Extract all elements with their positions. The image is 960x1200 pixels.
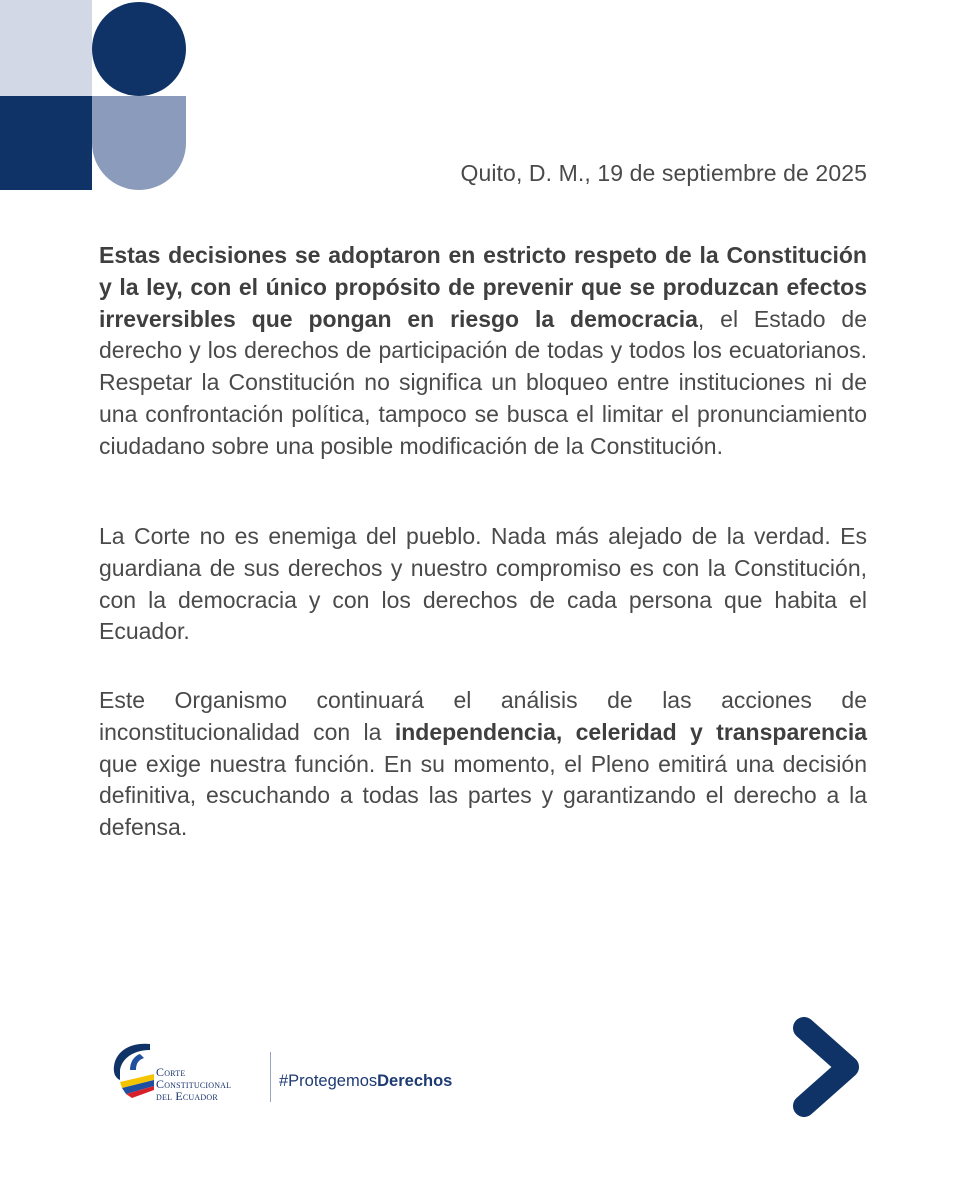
hashtag-plain: #Protegemos	[279, 1072, 378, 1090]
hashtag-bold: Derechos	[377, 1072, 453, 1090]
paragraph-decisions	[99, 240, 867, 463]
document-date: Quito, D. M., 19 de septiembre de 2025	[460, 160, 867, 186]
decorative-shapes	[0, 0, 190, 190]
paragraph-organism-before: Este Organismo continuará el análisis de las acciones de inconstitucionalidad con la	[99, 687, 867, 745]
logo-divider	[270, 1052, 271, 1102]
court-name-line3: del Ecuador	[156, 1089, 218, 1103]
paragraph-decisions-rest: , el Estado de derecho y los derechos de participación de todas y todos los ecuatorianos. Respetar la Constitución no significa un bloqueo entre instituciones ni de una confrontación política, tampoco se busca el limitar el pronunciamiento ciudadano sobre una posible modificación de la Constitución.	[99, 305, 867, 459]
court-logo	[110, 1040, 470, 1110]
dark-circle-shape	[92, 2, 186, 96]
court-name-line1: Corte	[156, 1065, 186, 1079]
chevron-right-icon[interactable]	[790, 1014, 864, 1120]
light-square-shape	[0, 0, 92, 96]
half-round-shape	[92, 96, 186, 190]
paragraph-organism-bold: independencia, celeridad y transparencia	[394, 718, 868, 745]
court-name	[156, 1066, 231, 1102]
paragraph-court: La Corte no es enemiga del pueblo. Nada más alejado de la verdad. Es guardiana de sus derechos y nuestro compromiso es con la Constitución, con la democracia y con los derechos de cada persona que habita el Ecuador.	[99, 523, 867, 645]
paragraph-organism-after: que exige nuestra función. En su momento, el Pleno emitirá una decisión definitiva, escuchando a todas las partes y garantizando el derecho a la defensa.	[99, 750, 867, 841]
dark-square-shape	[0, 96, 92, 190]
court-emblem-icon	[110, 1040, 154, 1102]
hashtag	[279, 1072, 452, 1091]
paragraph-organism	[99, 685, 867, 844]
paragraph-decisions-bold: Estas decisiones se adoptaron en estricto respeto de la Constitución y la ley, con el único propósito de prevenir que se produzcan efectos irreversibles que pongan en riesgo la democracia	[99, 242, 867, 332]
court-name-line2: Constitucional	[156, 1077, 232, 1091]
